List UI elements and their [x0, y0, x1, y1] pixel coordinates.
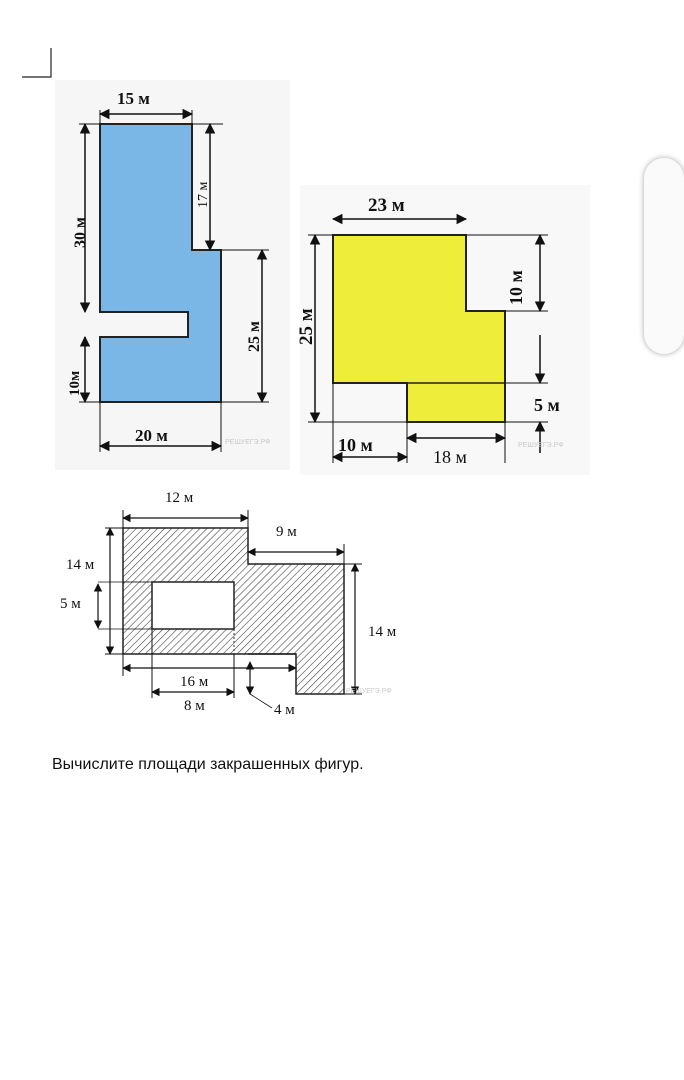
dim-right-top-height: 10 м [506, 270, 526, 305]
dim-hole-height: 5 м [60, 596, 81, 612]
dim-bottom-step: 4 м [274, 702, 295, 718]
dim-bottom-right: 18 м [433, 447, 467, 467]
dim-top-width: 23 м [368, 195, 405, 216]
corner-bracket-icon [22, 48, 52, 78]
watermark: РЕШУЕГЭ.РФ [225, 439, 271, 446]
dim-slot-bottom: 10м [67, 370, 83, 396]
figure-hatched-shape [50, 480, 420, 725]
dim-step-height: 17 м [196, 181, 211, 208]
dim-bottom-long: 16 м [180, 674, 209, 690]
watermark: РЕШУЕГЭ.РФ [518, 442, 564, 449]
dim-bottom-width: 20 м [135, 426, 168, 445]
figure-yellow-shape [296, 185, 590, 475]
dim-left-height: 25 м [296, 308, 317, 345]
scroll-handle[interactable] [644, 158, 684, 354]
figure-blue-shape [55, 80, 290, 470]
dim-bottom-short: 8 м [184, 698, 205, 714]
dim-step-width: 9 м [276, 524, 297, 540]
watermark: РЕШУЕГЭ.РФ [346, 688, 392, 695]
dim-left-height: 30 м [72, 217, 89, 248]
dim-right-bottom-height: 5 м [534, 395, 560, 415]
dim-right-height: 14 м [368, 624, 397, 640]
dim-left-height: 14 м [66, 557, 95, 573]
dim-top-width: 12 м [165, 490, 194, 506]
dim-top-width: 15 м [117, 89, 150, 108]
task-text: Вычислите площади закрашенных фигур. [52, 756, 364, 773]
dim-right-height: 25 м [246, 321, 263, 352]
dim-bottom-left: 10 м [338, 435, 373, 455]
